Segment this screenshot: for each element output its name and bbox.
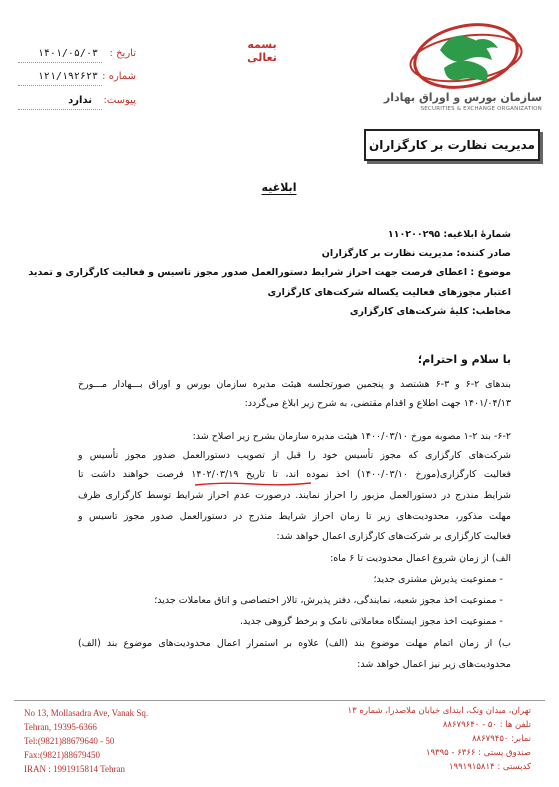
paragraph-2-line-4: شرایط مندرج در دستورالعمل مزبور را احراز نمایند. درصورت عدم احراز شرایط توسط کارگزاری ظرف	[78, 490, 511, 501]
basmeh-heading: بسمه تعالی	[247, 38, 277, 64]
paragraph-2-line-6: فعالیت کارگزاری بر شرکت‌های کارگزاری اعمال خواهد شد:	[276, 531, 511, 542]
footer-fa-pobox: صندوق پستی : ۶۳۶۶ - ۱۹۳۹۵	[425, 748, 531, 758]
footer-en-tel: Tel:(9821)88679640 - 50	[24, 736, 115, 746]
footer-divider	[14, 700, 545, 701]
footer-fa-fax: نمابر: ۸۸۶۷۹۴۵۰	[471, 734, 531, 744]
footer-fa-tel: تلفن ها : ۵۰ - ۸۸۶۷۹۶۴۰	[442, 720, 531, 730]
footer-en-fax: Fax:(9821)88679450	[24, 750, 100, 760]
number-label: شماره :	[102, 71, 136, 82]
org-name-fa: سازمان بورس و اوراق بهادار	[383, 91, 542, 104]
date-label: تاریخ :	[109, 48, 136, 59]
org-name-en: SECURITIES & EXCHANGE ORGANIZATION	[420, 106, 542, 112]
paragraph-2-line-1: ۶-۲- بند ۲-۱ مصوبه مورخ ۱۴۰۰/۰۳/۱۰ هیئت مدیره سازمان بشرح زیر اصلاح شد:	[192, 431, 511, 442]
item-b-line-1: ب) از زمان اتمام مهلت موضوع بند (الف) علاوه بر استمرار اعمال محدودیت‌های موضوع بند (الف)	[78, 638, 511, 649]
department-title: مدیریت نظارت بر کارگزاران	[369, 138, 535, 152]
seo-logo-icon	[400, 20, 530, 102]
subject-line-2: اعتبار مجوزهای فعالیت یکساله شرکت‌های کارگزاری	[267, 287, 511, 298]
greeting: با سلام و احترام؛	[417, 353, 511, 366]
footer-en-address-2: Tehran, 19395-6366	[24, 722, 97, 732]
paragraph-1-line-2: ۱۴۰۱/۰۴/۱۳ جهت اطلاع و اقدام مقتضی، به شرح زیر ابلاغ می‌گردد:	[244, 398, 511, 409]
paragraph-1-line-1: بندهای ۲-۶ و ۳-۶ هشتصد و پنجمین صورتجلسه هیئت مدیره سازمان بورس و اوراق بـــهادار مـــورخ	[78, 379, 511, 390]
item-b-line-2: محدودیت‌های زیر نیز اعمال خواهد شد:	[357, 659, 511, 670]
audience-line: مخاطب: کلیۀ شرکت‌های کارگزاری	[349, 306, 511, 317]
notice-number: شمارۀ ابلاغیه: ۱۱۰۲۰۰۲۹۵	[387, 229, 511, 240]
footer-fa-postal: کدپستی : ۱۹۹۱۹۱۵۸۱۴	[448, 762, 531, 772]
footer-en-address-1: No 13, Mollasadra Ave, Vanak Sq.	[24, 708, 149, 718]
issuer-line: صادر کننده: مدیریت نظارت بر کارگزاران	[321, 248, 511, 259]
paragraph-2-line-2: شرکت‌های کارگزاری که مجوز تأسیس خود را قبل از تصویب دستورالعمل صدور مجوز تأسیس و	[78, 450, 511, 461]
attachment-field	[18, 95, 136, 111]
date-field	[18, 48, 136, 64]
bullet-3: - ممنوعیت اخذ مجوز ایستگاه معاملاتی نامک و برخط گروهی جدید.	[240, 616, 503, 627]
footer-en-postal: IRAN : 1991915814 Tehran	[24, 764, 125, 774]
attachment-value: ندارد	[68, 95, 92, 106]
number-field	[18, 71, 136, 87]
number-value: ۱۲۱/۱۹۲۶۲۳	[37, 71, 98, 82]
department-box	[364, 129, 540, 161]
paragraph-2-line-5: مهلت مذکور، محدودیت‌های زیر تا زمان احراز شرایط مندرج در دستورالعمل صدور مجوز تاسیس و	[78, 511, 511, 522]
item-a: الف) از زمان شروع اعمال محدودیت تا ۶ ماه:	[330, 553, 511, 564]
attachment-label: پیوست:	[103, 95, 136, 106]
bullet-1: - ممنوعیت پذیرش مشتری جدید؛	[373, 574, 503, 585]
footer-fa-address: تهران، میدان ونک، ابتدای خیابان ملاصدرا، شماره ۱۳	[347, 706, 531, 716]
bullet-2: - ممنوعیت اخذ مجوز شعبه، نمایندگی، دفتر پذیرش، تالار اختصاصی و اتاق معاملات جدید؛	[154, 595, 503, 606]
subject-line-1: موضوع : اعطای فرصت جهت احراز شرایط دستورالعمل صدور مجوز تاسیس و فعالیت کارگزاری و تمدید	[28, 267, 511, 278]
notice-title: ابلاغیه	[261, 181, 297, 194]
handwritten-underline	[193, 480, 313, 488]
paragraph-2-line-3: فعالیت کارگزاری(مورخ ۱۴۰۰/۰۳/۱۰) اخذ نموده اند، تا تاریخ ۱۴۰۲/۰۳/۱۹ فرصت خواهند داشت تا	[78, 469, 511, 480]
date-value: ۱۴۰۱/۰۵/۰۳	[37, 48, 98, 59]
